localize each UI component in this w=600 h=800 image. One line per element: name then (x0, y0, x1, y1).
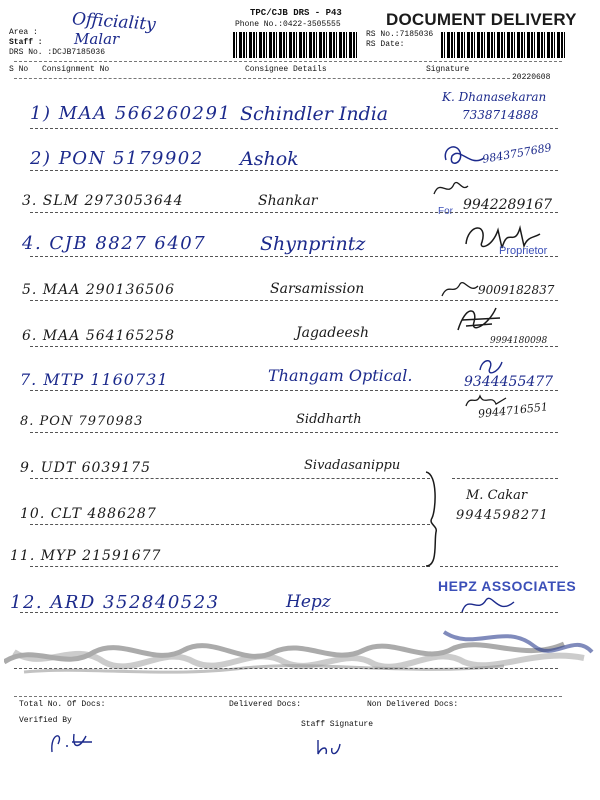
row-consignee: Schindler India (240, 103, 389, 125)
area-label: Area : (9, 28, 38, 37)
row-line (30, 346, 558, 347)
col-consignment: Consignment No (42, 65, 110, 74)
col-signature: Signature (426, 65, 470, 74)
signature-stroke (434, 182, 468, 194)
row-phone: 9944598271 (456, 508, 549, 523)
bracket-stroke (426, 472, 436, 566)
row-consignee: Ashok (240, 148, 299, 170)
row-consignee: Thangam Optical. (268, 366, 413, 385)
row-consignee: Shankar (258, 193, 318, 209)
row-entry: 8. PON 7970983 (20, 414, 144, 429)
row-entry: 10. CLT 4886287 (20, 506, 157, 522)
signature-stroke (462, 598, 514, 612)
row-sign-note: HEPZ ASSOCIATES (438, 578, 577, 594)
header-divider-top (14, 61, 562, 62)
row-phone: 9009182837 (478, 283, 555, 297)
row-phone: 7338714888 (462, 108, 539, 122)
row-entry: 9. UDT 6039175 (20, 460, 151, 476)
signature-stroke (480, 361, 502, 373)
rs-number: RS No.:7185036 (366, 30, 434, 39)
grouping-bracket (422, 470, 452, 570)
row-phone: 9843757689 (481, 141, 553, 166)
row-line (30, 128, 558, 129)
row-sign-note: Proprietor (499, 245, 548, 257)
row-line (30, 170, 558, 171)
row-entry: 6. MAA 564165258 (22, 328, 175, 344)
row-line (30, 432, 558, 433)
delivered-docs: Delivered Docs: (229, 700, 302, 709)
row-line (20, 612, 558, 613)
barcode-right (441, 32, 566, 58)
date-mark: 20220608 (512, 73, 551, 82)
col-consignee: Consignee Details (245, 65, 327, 74)
signature-stroke (52, 734, 92, 752)
center-title: TPC/CJB DRS - P43 (250, 8, 342, 18)
verified-by-label: Verified By (19, 716, 72, 725)
row-line (30, 256, 558, 257)
row-entry: 11. MYP 21591677 (10, 548, 162, 564)
row-entry: 2) PON 5179902 (30, 148, 204, 169)
phone-number: Phone No.:0422-3505555 (235, 20, 341, 29)
row-sign-note: M. Cakar (466, 488, 528, 503)
signature-stroke (445, 147, 484, 163)
rs-date: RS Date: (366, 40, 405, 49)
footer-divider (14, 696, 562, 697)
row-consignee: Hepz (286, 592, 331, 612)
row-line (30, 390, 558, 391)
non-delivered-docs: Non Delivered Docs: (367, 700, 459, 709)
staff-signature-label: Staff Signature (301, 720, 374, 729)
row-phone: 9942289167 (463, 197, 553, 213)
row-phone: 9344455477 (464, 374, 554, 390)
row-entry: 3. SLM 2973053644 (22, 193, 184, 209)
document-title: DOCUMENT DELIVERY (386, 10, 577, 29)
row-phone: 9944716551 (477, 400, 549, 421)
barcode-left (233, 32, 358, 58)
row-consignee: Sivadasanippu (304, 458, 401, 473)
scribbled-out-region (4, 622, 594, 682)
total-docs: Total No. Of Docs: (19, 700, 106, 709)
row-consignee: Shynprintz (260, 233, 366, 255)
row-entry: 7. MTP 1160731 (20, 370, 169, 389)
verifier-signature (46, 728, 96, 758)
row-line-9 (30, 478, 430, 479)
row-line (14, 668, 558, 669)
signature-mark (452, 300, 506, 336)
signature-stroke (318, 740, 340, 754)
row-entry: 1) MAA 566260291 (30, 103, 232, 124)
row-consignee: Sarsamission (270, 281, 365, 297)
signature-mark (458, 592, 518, 620)
row-line-9-right (452, 478, 558, 479)
row-entry: 12. ARD 352840523 (10, 592, 220, 613)
signature-stroke (442, 283, 478, 296)
header-divider-bottom (14, 78, 510, 79)
row-sign-note: K. Dhanasekaran (442, 90, 547, 104)
row-consignee: Jagadeesh (296, 325, 370, 341)
staff-label: Staff : (9, 38, 43, 47)
signature-stroke (458, 308, 500, 330)
row-entry: 5. MAA 290136506 (22, 282, 175, 298)
row-line (440, 566, 558, 567)
row-sign-note: For (438, 206, 453, 217)
row-consignee: Siddharth (296, 412, 362, 427)
signature-mark (476, 356, 504, 376)
row-entry: 4. CJB 8827 6407 (22, 233, 207, 254)
row-line-11 (30, 566, 430, 567)
row-phone: 9994180098 (490, 336, 548, 346)
col-sno: S No (9, 65, 29, 74)
area-value-handwritten: Officiality (71, 9, 157, 35)
staff-signature-mark (314, 734, 344, 760)
drs-number: DRS No. :DCJB7185036 (9, 48, 106, 57)
row-line (30, 212, 558, 213)
signature-mark (440, 278, 480, 300)
staff-value-handwritten: Malar (74, 30, 120, 48)
row-line-10 (30, 524, 430, 525)
